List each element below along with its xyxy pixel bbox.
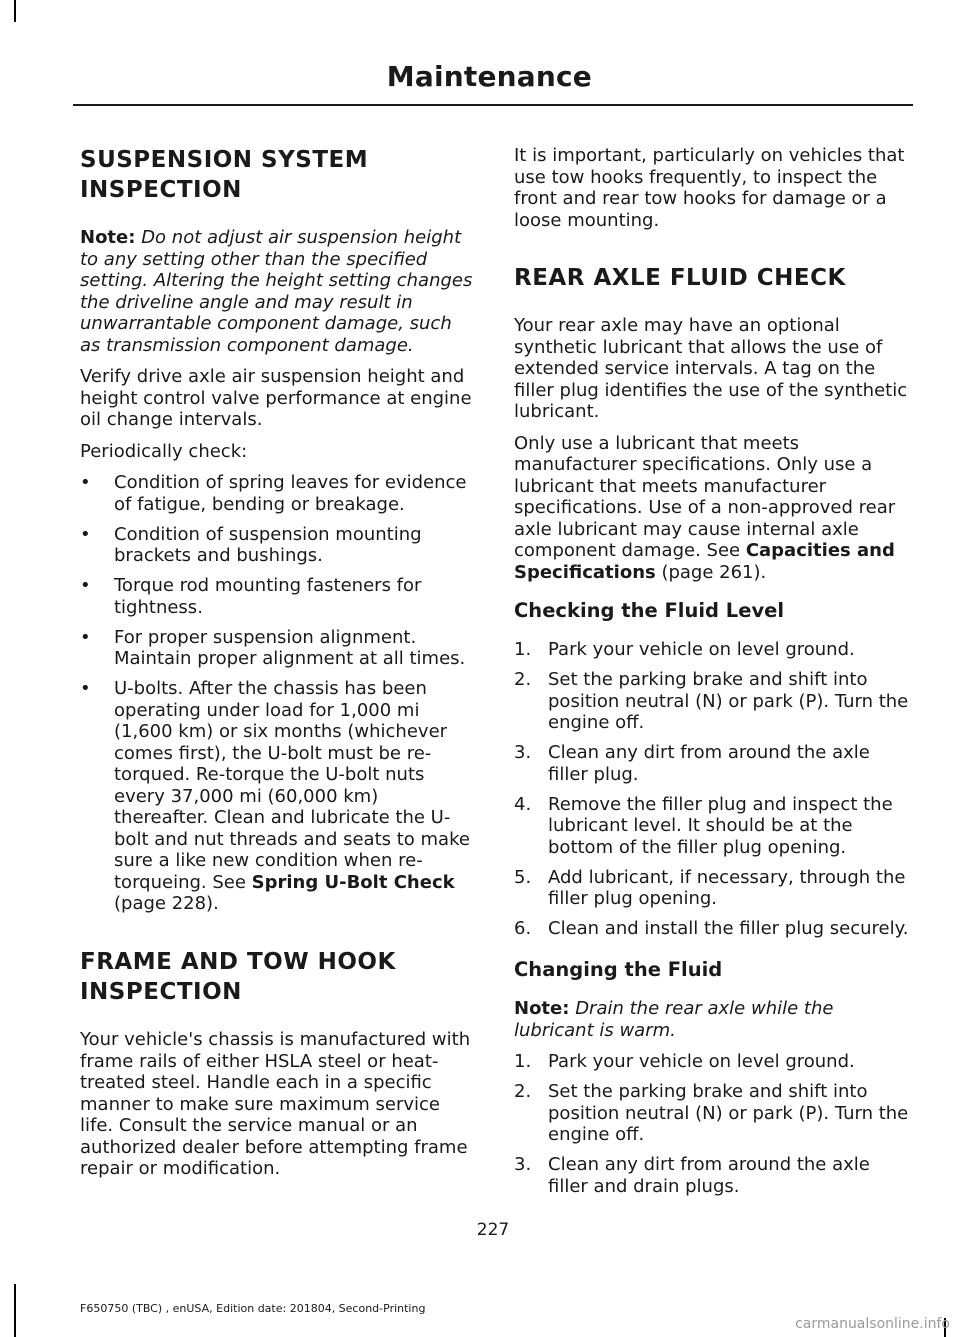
header-rule	[73, 104, 913, 106]
list-item	[80, 472, 475, 515]
step-text: Clean and install the filler plug securely.	[548, 918, 909, 939]
list-item	[80, 575, 475, 618]
rear-axle-fluid-heading: REAR AXLE FLUID CHECK	[514, 265, 846, 291]
crop-mark-bottom-left	[14, 1284, 16, 1337]
step-number: 2.	[514, 1081, 532, 1102]
list-item-text: For proper suspension alignment. Maintain proper alignment at all times.	[114, 626, 466, 669]
list-item	[514, 918, 909, 940]
step-number: 1.	[514, 1051, 532, 1072]
heading-line-2: INSPECTION	[80, 177, 242, 203]
changing-fluid-heading: Changing the Fluid	[514, 958, 723, 981]
paragraph: Your vehicle's chassis is manufactured with frame rails of either HSLA steel or heat-treated steel. Handle each in a specific manner to make sure maximum service life. Consult the service manual or an authorized dealer before attempting frame repair or modification.	[80, 1029, 471, 1179]
step-text: Set the parking brake and shift into position neutral (N) or park (P). Turn the engine off.	[548, 1081, 909, 1145]
list-item	[514, 867, 909, 910]
frame-tow-hook-heading	[80, 947, 475, 1007]
note-text: Do not adjust air suspension height to any setting other than the specified setting. Altering the height setting changes the driveline angle and may result in unwarrantable component damage, such as transmission component damage.	[80, 227, 473, 356]
list-item	[514, 742, 909, 785]
bullet-marker: •	[80, 678, 91, 699]
paragraph: Your rear axle may have an optional synthetic lubricant that allows the use of extended service intervals. A tag on the filler plug identifies the use of the synthetic lubricant.	[514, 315, 908, 422]
list-item	[514, 1154, 909, 1197]
step-number: 4.	[514, 793, 532, 815]
list-item	[514, 1051, 909, 1073]
step-text: Remove the filler plug and inspect the lubricant level. It should be at the bottom of the filler plug opening.	[548, 793, 893, 858]
paragraph: Periodically check:	[80, 440, 248, 462]
list-item	[514, 794, 909, 859]
bullet-marker: •	[80, 626, 91, 648]
heading-line-1: FRAME AND TOW HOOK	[80, 949, 396, 975]
suspension-note	[80, 227, 475, 356]
list-item	[80, 524, 475, 567]
edition-footer: F650750 (TBC) , enUSA, Edition date: 201804, Second-Printing	[80, 1302, 426, 1315]
list-item	[80, 678, 475, 915]
step-text: Clean any dirt from around the axle filler plug.	[548, 742, 870, 785]
step-text: Add lubricant, if necessary, through the filler plug opening.	[548, 866, 906, 909]
page-reference: (page 261).	[655, 561, 767, 583]
heading-line-2: INSPECTION	[80, 979, 242, 1005]
changing-fluid-note	[514, 998, 909, 1041]
step-text: Clean any dirt from around the axle filler and drain plugs.	[548, 1154, 870, 1197]
checking-fluid-level-heading: Checking the Fluid Level	[514, 599, 785, 622]
step-text: Set the parking brake and shift into position neutral (N) or park (P). Turn the engine off.	[548, 669, 909, 733]
paragraph: It is important, particularly on vehicles that use tow hooks frequently, to inspect the front and rear tow hooks for damage or a loose mounting.	[514, 145, 905, 231]
page-reference: (page 228).	[114, 893, 219, 914]
suspension-inspection-heading	[80, 145, 475, 205]
page-number: 227	[476, 1220, 510, 1240]
changing-steps	[514, 1051, 909, 1197]
paragraph: Verify drive axle air suspension height and height control valve performance at engine oil change intervals.	[80, 366, 472, 430]
heading-line-1: SUSPENSION SYSTEM	[80, 147, 369, 173]
crop-mark-top-left	[14, 0, 16, 22]
note-text: Drain the rear axle while the lubricant is warm.	[514, 998, 834, 1041]
note-label: Note:	[80, 227, 136, 248]
list-item	[80, 627, 475, 670]
left-column	[80, 145, 475, 1190]
step-number: 3.	[514, 742, 532, 763]
step-number: 1.	[514, 639, 532, 660]
paragraph	[514, 433, 909, 584]
step-text: Park your vehicle on level ground.	[548, 639, 855, 660]
list-item-text: Condition of spring leaves for evidence of fatigue, bending or breakage.	[114, 472, 467, 515]
list-item-text: U-bolts. After the chassis has been operating under load for 1,000 mi (1,600 km) or six months (whichever comes first), the U-bolt must be re-torqued. Re-torque the U-bolt nuts every 37,000 mi (60,000 km) thereafter. Clean and lubricate the U-bolt and nut threads and seats to make sure a like new condition when re-torqueing. See	[114, 678, 470, 893]
list-item-text: Torque rod mounting fasteners for tightness.	[114, 575, 422, 618]
list-item	[514, 1081, 909, 1146]
note-label: Note:	[514, 998, 570, 1019]
bullet-marker: •	[80, 523, 91, 545]
step-number: 5.	[514, 866, 532, 888]
bullet-marker: •	[80, 472, 91, 493]
list-item	[514, 639, 909, 661]
step-number: 6.	[514, 918, 532, 939]
paragraph-text: Only use a lubricant that meets manufacturer specifications. Only use a lubricant that meets manufacturer specifications. Use of a non-approved rear axle lubricant may cause internal axle component damage. See	[514, 432, 896, 561]
checking-steps	[514, 639, 909, 940]
right-column	[514, 145, 909, 1206]
step-text: Park your vehicle on level ground.	[548, 1051, 855, 1072]
spring-ubolt-check-link[interactable]: Spring U-Bolt Check	[251, 871, 455, 893]
inspection-checklist	[80, 472, 475, 915]
list-item	[514, 669, 909, 734]
capacities-specifications-link[interactable]: Capacities and Specifications	[514, 540, 895, 583]
step-number: 3.	[514, 1154, 532, 1175]
bullet-marker: •	[80, 575, 91, 596]
page-header-title: Maintenance	[386, 60, 592, 93]
step-number: 2.	[514, 669, 532, 690]
list-item-text: Condition of suspension mounting brackets and bushings.	[114, 523, 422, 566]
watermark: carmanualsonline.info	[795, 1316, 950, 1332]
